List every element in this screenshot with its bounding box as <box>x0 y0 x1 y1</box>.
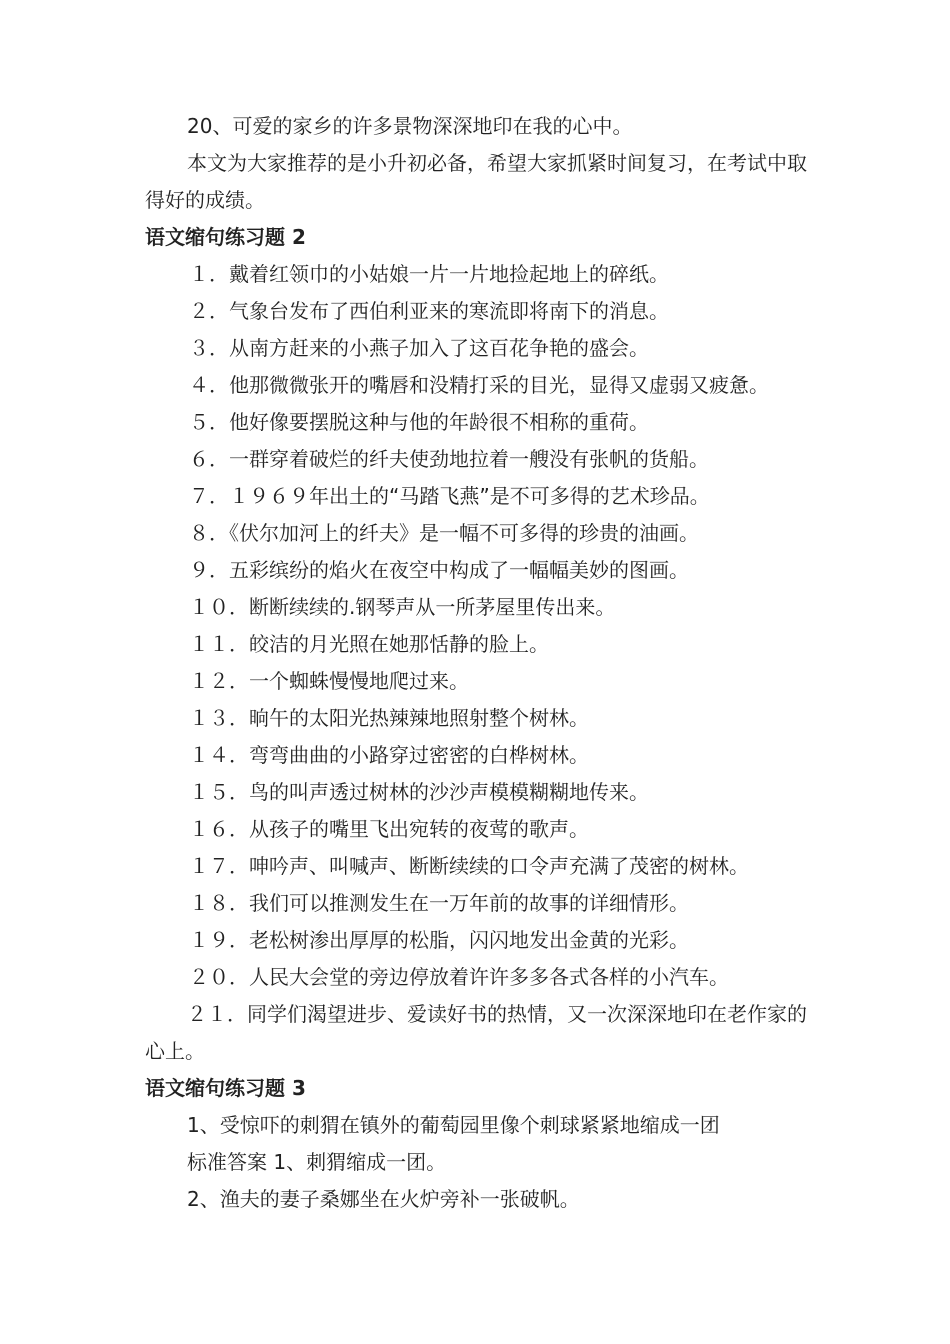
list-item: １０．断断续续的.钢琴声从一所茅屋里传出来。 <box>189 595 616 619</box>
list-item: １９．老松树渗出厚厚的松脂，闪闪地发出金黄的光彩。 <box>189 928 689 952</box>
list-item: ２．气象台发布了西伯利亚来的寒流即将南下的消息。 <box>189 299 669 323</box>
list-item: ５．他好像要摆脱这种与他的年龄很不相称的重荷。 <box>189 410 649 434</box>
section-2-list <box>145 256 815 1070</box>
answer-line: 标准答案 1、刺猬缩成一团。 <box>187 1150 447 1174</box>
list-item: ８．《伏尔加河上的纤夫》是一幅不可多得的珍贵的油画。 <box>189 521 699 545</box>
list-item: １８．我们可以推测发生在一万年前的故事的详细情形。 <box>189 891 689 915</box>
section-3-heading: 语文缩句练习题 3 <box>145 1076 306 1100</box>
section-2-heading: 语文缩句练习题 2 <box>145 225 306 249</box>
list-item: １６．从孩子的嘴里飞出宛转的夜莺的歌声。 <box>189 817 589 841</box>
list-item: 1、受惊吓的刺猬在镇外的葡萄园里像个刺球紧紧地缩成一团 <box>187 1113 720 1137</box>
intro-closing-paragraph: 本文为大家推荐的是小升初必备，希望大家抓紧时间复习，在考试中取得好的成绩。 <box>145 151 807 212</box>
list-item: ７．１９６９年出土的“马踏飞燕”是不可多得的艺术珍品。 <box>189 484 710 508</box>
intro-line-20: 20、可爱的家乡的许多景物深深地印在我的心中。 <box>187 114 633 138</box>
list-item: ２０．人民大会堂的旁边停放着许许多多各式各样的小汽车。 <box>189 965 729 989</box>
list-item: １．戴着红领巾的小姑娘一片一片地捡起地上的碎纸。 <box>189 262 669 286</box>
list-item: １５．鸟的叫声透过树林的沙沙声模模糊糊地传来。 <box>189 780 649 804</box>
list-item: ６．一群穿着破烂的纤夫使劲地拉着一艘没有张帆的货船。 <box>189 447 709 471</box>
list-item: 2、渔夫的妻子桑娜坐在火炉旁补一张破帆。 <box>187 1187 580 1211</box>
section-3-list <box>145 1107 815 1218</box>
list-item: ２１．同学们渴望进步、爱读好书的热情，又一次深深地印在老作家的心上。 <box>145 1002 807 1063</box>
list-item: ３．从南方赶来的小燕子加入了这百花争艳的盛会。 <box>189 336 649 360</box>
list-item: １１．皎洁的月光照在她那恬静的脸上。 <box>189 632 549 656</box>
list-item: ９．五彩缤纷的焰火在夜空中构成了一幅幅美妙的图画。 <box>189 558 689 582</box>
list-item: ４．他那微微张开的嘴唇和没精打采的目光，显得又虚弱又疲惫。 <box>189 373 769 397</box>
list-item: １４．弯弯曲曲的小路穿过密密的白桦树林。 <box>189 743 589 767</box>
list-item: １２．一个蜘蛛慢慢地爬过来。 <box>189 669 469 693</box>
document-body <box>145 108 815 1218</box>
list-item: １３．晌午的太阳光热辣辣地照射整个树林。 <box>189 706 589 730</box>
list-item: １７．呻吟声、叫喊声、断断续续的口令声充满了茂密的树林。 <box>189 854 749 878</box>
